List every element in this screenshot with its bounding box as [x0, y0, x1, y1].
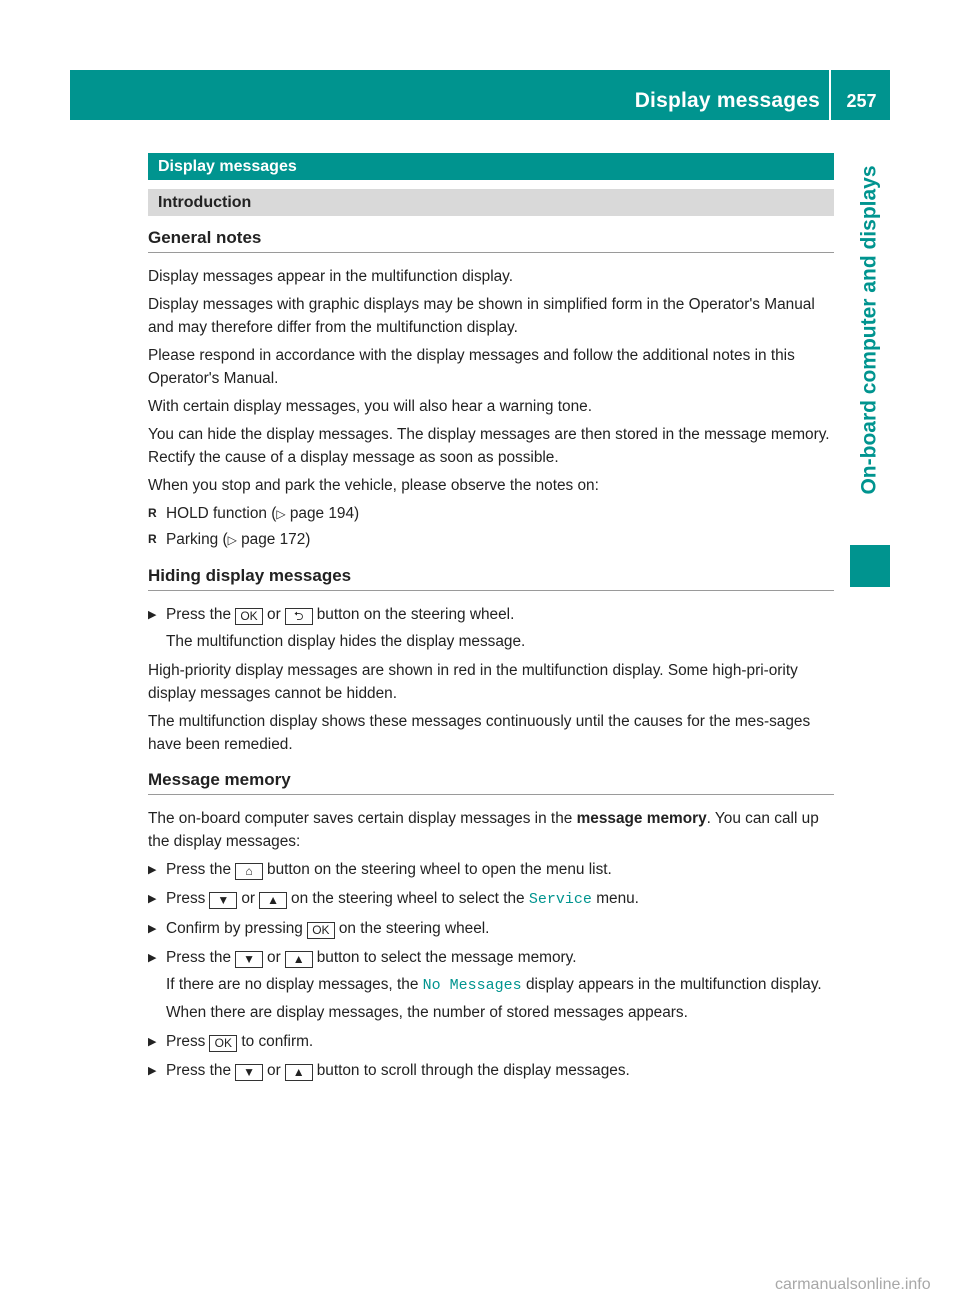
section-title: Display messages — [148, 153, 834, 180]
paragraph: You can hide the display messages. The display messages are then stored in the message memory. Rectify the cause of a display message as soon as possible. — [148, 426, 830, 466]
home-key-icon: ⌂ — [235, 863, 263, 880]
step — [148, 858, 834, 885]
paragraph: The multifunction display shows these messages continuously until the causes for the mes-sages have been remedied. — [148, 713, 811, 753]
step-arrow-icon: ▶ — [148, 864, 157, 876]
header-divider — [829, 70, 831, 120]
back-key-icon: ⮌ — [285, 608, 313, 625]
page-ref-arrow-icon: ▷ — [227, 533, 237, 547]
step-text: Press the ▼ or ▲ button to scroll through the display messages. — [166, 1062, 630, 1079]
down-key-icon: ▼ — [235, 951, 263, 968]
ok-key-icon: OK — [235, 608, 263, 625]
header-bar — [70, 70, 890, 120]
step-arrow-icon: ▶ — [148, 1036, 157, 1048]
side-tab — [850, 130, 890, 530]
step-arrow-icon: ▶ — [148, 923, 157, 935]
paragraph: The on-board computer saves certain display messages in the message memory. You can call up the display messages: — [148, 810, 819, 850]
page-number: 257 — [846, 91, 877, 111]
subsection-title: Introduction — [148, 189, 834, 216]
down-key-icon: ▼ — [209, 892, 237, 909]
step-arrow-icon: ▶ — [148, 1065, 157, 1077]
step — [148, 887, 834, 915]
header-title: Display messages — [634, 89, 820, 112]
paragraph: Display messages appear in the multifunction display. — [148, 268, 514, 285]
page-ref-arrow-icon: ▷ — [276, 507, 286, 521]
page-ref-link[interactable]: page 194) — [289, 505, 360, 522]
step-arrow-icon: ▶ — [148, 609, 157, 621]
step-text: Press ▼ or ▲ on the steering wheel to select the Service menu. — [166, 890, 639, 908]
paragraph: Display messages with graphic displays may be shown in simplified form in the Operator's Manual and may therefore differ from the multifunction display. — [148, 296, 815, 336]
side-tab-marker — [850, 545, 890, 587]
step-text: Confirm by pressing OK on the steering wheel. — [166, 920, 490, 937]
ok-key-icon: OK — [209, 1035, 237, 1052]
list-item-text: Parking ( — [166, 531, 228, 548]
step-result: The multifunction display hides the display message. — [166, 633, 526, 650]
paragraph: Please respond in accordance with the display messages and follow the additional notes in this Operator's Manual. — [148, 347, 795, 387]
step-text: Press the ⌂ button on the steering wheel to open the menu list. — [166, 861, 612, 878]
paragraph: When you stop and park the vehicle, please observe the notes on: — [148, 477, 599, 494]
side-tab-label: On-board computer and displays — [858, 165, 881, 495]
display-text-no-messages: No Messages — [422, 977, 522, 994]
page-ref-link[interactable]: page 172) — [241, 531, 311, 548]
step — [148, 917, 834, 944]
paragraph: With certain display messages, you will also hear a warning tone. — [148, 398, 592, 415]
bullet-icon: R — [148, 506, 157, 520]
page-content — [148, 153, 834, 1088]
list-item — [148, 502, 834, 526]
up-key-icon: ▲ — [285, 951, 313, 968]
step-result: If there are no display messages, the No Messages display appears in the multifunction display. — [166, 976, 822, 994]
step-text: Press the OK or ⮌ button on the steering wheel. — [166, 606, 515, 623]
step — [148, 946, 834, 1028]
step — [148, 1030, 834, 1057]
up-key-icon: ▲ — [259, 892, 287, 909]
step — [148, 603, 834, 657]
step-text: Press the ▼ or ▲ button to select the message memory. — [166, 949, 577, 966]
paragraph: High-priority display messages are shown in red in the multifunction display. Some high-pri-ority display messages cannot be hidden. — [148, 662, 798, 702]
step — [148, 1059, 834, 1086]
step-text: Press OK to confirm. — [166, 1033, 314, 1050]
watermark: carmanualsonline.info — [775, 1276, 931, 1293]
step-arrow-icon: ▶ — [148, 952, 157, 964]
heading-message-memory: Message memory — [148, 770, 834, 795]
up-key-icon: ▲ — [285, 1064, 313, 1081]
step-arrow-icon: ▶ — [148, 893, 157, 905]
ok-key-icon: OK — [307, 922, 335, 939]
list-item-text: HOLD function ( — [166, 505, 277, 522]
step-result: When there are display messages, the number of stored messages appears. — [166, 1004, 688, 1021]
heading-general-notes: General notes — [148, 228, 834, 253]
display-text-service: Service — [528, 891, 592, 908]
heading-hiding: Hiding display messages — [148, 566, 834, 591]
bullet-icon: R — [148, 532, 157, 546]
down-key-icon: ▼ — [235, 1064, 263, 1081]
list-item — [148, 528, 834, 552]
